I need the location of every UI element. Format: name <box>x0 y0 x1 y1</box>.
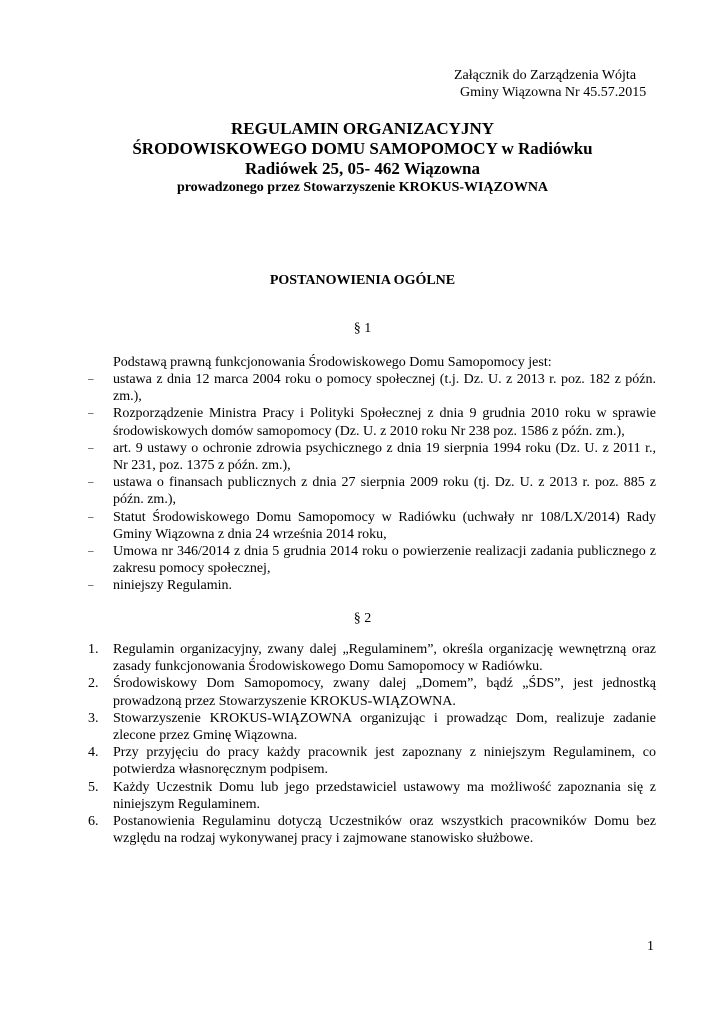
section-heading: POSTANOWIENIA OGÓLNE <box>269 273 456 288</box>
list-item: – Statut Środowiskowego Domu Samopomocy w Radiówku (uchwały nr 108/LX/2014) Rady Gminy Wiązowna z dnia 24 września 2014 roku, <box>88 509 656 542</box>
legal-basis-list <box>88 371 656 595</box>
list-item: – ustawa o finansach publicznych z dnia 27 sierpnia 2009 roku (tj. Dz. U. z 2013 r. poz. 885 z późn. zm.), <box>88 475 656 508</box>
item-number: 5. <box>88 779 99 795</box>
title-line-3: Radiówek 25, 05- 462 Wiązowna <box>244 159 481 178</box>
dash-bullet: – <box>88 441 94 454</box>
item-number: 3. <box>88 710 99 726</box>
list-item: 4. Przy przyjęciu do pracy każdy pracownik jest zapoznany z niniejszym Regulaminem, co potwierdza własnoręcznym podpisem. <box>88 745 656 778</box>
list-item: – Umowa nr 346/2014 z dnia 5 grudnia 2014 roku o powierzenie realizacji zadania publicznego z zakresu pomocy społecznej, <box>88 544 656 577</box>
paragraph-sign-1: § 1 <box>353 321 372 336</box>
item-number: 2. <box>88 676 99 692</box>
dash-bullet: – <box>88 476 94 489</box>
list-item: 3. Stowarzyszenie KROKUS-WIĄZOWNA organizując i prowadząc Dom, realizuje zadanie zlecone przez Gminę Wiązowna. <box>88 710 656 744</box>
list-item: 1. Regulamin organizacyjny, zwany dalej „Regulaminem”, określa organizację wewnętrzną oraz zasady funkcjonowania Środowiskowego Domu Samopomocy w Radiówku. <box>88 642 656 675</box>
item-number: 6. <box>88 814 99 830</box>
list-item: – art. 9 ustawy o ochronie zdrowia psychicznego z dnia 19 sierpnia 1994 roku (Dz. U. z 2011 r., Nr 231, poz. 1375 z późn. zm.), <box>88 440 656 474</box>
dash-bullet: – <box>88 579 94 592</box>
annex-line-2: Gminy Wiązowna Nr 45.57.2015 <box>460 85 647 100</box>
annex-line-1: Załącznik do Zarządzenia Wójta <box>454 68 637 83</box>
list-item: – Rozporządzenie Ministra Pracy i Polityki Społecznej z dnia 9 grudnia 2010 roku w sprawie środowiskowych domów samopomocy (Dz. U. z 2010 roku Nr 238 poz. 1586 z późn. zm.), <box>88 406 656 439</box>
annex-note <box>454 67 674 101</box>
title-line-2: ŚRODOWISKOWEGO DOMU SAMOPOMOCY w Radiówku <box>132 139 593 158</box>
dash-bullet: – <box>88 545 94 558</box>
dash-bullet: – <box>88 510 94 523</box>
document-title <box>0 119 725 196</box>
item-number: 1. <box>88 642 99 657</box>
page-number: 1 <box>647 939 654 954</box>
paragraph-sign-2: § 2 <box>353 611 372 626</box>
list-item: – ustawa z dnia 12 marca 2004 roku o pomocy społecznej (t.j. Dz. U. z 2013 r. poz. 182 z późn. zm.), <box>88 372 656 405</box>
general-provisions-list <box>88 641 656 847</box>
list-item: 2. Środowiskowy Dom Samopomocy, zwany dalej „Domem”, bądź „ŚDS”, jest jednostką prowadzoną przez Stowarzyszenie KROKUS-WIĄZOWNA. <box>88 676 656 709</box>
list-item: – niniejszy Regulamin. <box>88 578 232 594</box>
title-line-1: REGULAMIN ORGANIZACYJNY <box>230 119 495 138</box>
dash-bullet: – <box>88 373 94 385</box>
item-number: 4. <box>88 745 99 761</box>
title-line-4: prowadzonego przez Stowarzyszenie KROKUS-WIĄZOWNA <box>176 180 549 195</box>
section1-intro: Podstawą prawną funkcjonowania Środowiskowego Domu Samopomocy jest: <box>113 355 552 370</box>
list-item: 5. Każdy Uczestnik Domu lub jego przedstawiciel ustawowy ma możliwość zapoznania się z niniejszym Regulaminem. <box>88 779 656 812</box>
dash-bullet: – <box>88 407 94 420</box>
list-item: 6. Postanowienia Regulaminu dotyczą Uczestników oraz wszystkich pracowników Domu bez względu na rodzaj wykonywanej pracy i zajmowane stanowisko służbowe. <box>88 814 656 847</box>
